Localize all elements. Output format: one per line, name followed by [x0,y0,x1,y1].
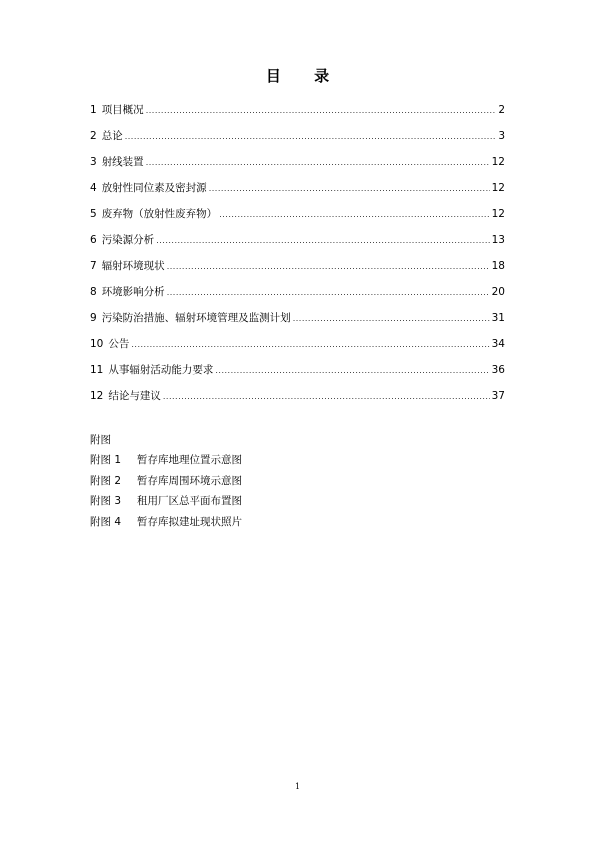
toc-entry-number: 9 [90,312,97,324]
toc-entry-page: 36 [491,364,505,376]
toc-entry-page: 3 [498,130,505,142]
toc-dot-leader [146,154,490,172]
toc-dot-leader [293,310,490,328]
toc-entry-number: 12 [90,390,104,402]
toc-entry-label: 辐射环境现状 [101,260,165,272]
toc-entry-9[interactable] [90,309,505,335]
toc-entry-label: 污染源分析 [101,234,155,246]
toc-entry-number: 11 [90,364,104,376]
appendix-item[interactable] [90,451,490,472]
toc-entry-page: 37 [491,390,505,402]
appendix-item[interactable] [90,513,490,534]
table-of-contents [90,101,505,413]
toc-entry-label: 公告 [108,338,130,350]
appendix-item-label: 暂存库地理位置示意图 [137,454,242,466]
toc-entry-number: 1 [90,104,97,116]
toc-entry-number: 2 [90,130,97,142]
appendix-item[interactable] [90,492,490,513]
toc-entry-label: 结论与建议 [108,390,161,402]
toc-entry-label: 污染防治措施、辐射环境管理及监测计划 [101,312,291,324]
toc-dot-leader [167,258,490,276]
toc-entry-2[interactable] [90,127,505,153]
toc-dot-leader [131,336,489,354]
toc-entry-6[interactable] [90,231,505,257]
toc-entry-12[interactable] [90,387,505,413]
toc-entry-label: 环境影响分析 [101,286,165,298]
toc-entry-page: 31 [491,312,505,324]
toc-dot-leader [167,284,490,302]
page-title: 目 录 [265,67,344,85]
toc-entry-page: 2 [498,104,505,116]
appendix-item-label: 租用厂区总平面布置图 [137,495,242,507]
toc-entry-5[interactable] [90,205,505,231]
toc-dot-leader [219,206,489,224]
toc-entry-label: 放射性同位素及密封源 [101,182,207,194]
toc-entry-1[interactable] [90,101,505,127]
toc-entry-number: 4 [90,182,97,194]
toc-entry-11[interactable] [90,361,505,387]
toc-entry-label: 从事辐射活动能力要求 [108,364,214,376]
appendix-item-number: 附图 2 [90,474,122,487]
toc-entry-4[interactable] [90,179,505,205]
toc-entry-label: 总论 [101,130,123,142]
toc-entry-3[interactable] [90,153,505,179]
toc-entry-10[interactable] [90,335,505,361]
appendix-item-label: 暂存库拟建址现状照片 [137,515,242,528]
appendix-item-number: 附图 1 [90,454,122,466]
toc-entry-label: 废弃物（放射性废弃物） [101,208,218,220]
toc-entry-7[interactable] [90,257,505,283]
appendix-item-number: 附图 4 [90,515,122,528]
toc-entry-page: 34 [491,338,505,350]
toc-entry-page: 12 [491,208,505,220]
toc-entry-number: 3 [90,156,97,168]
toc-dot-leader [146,102,497,120]
appendix-heading: 附图 [90,434,111,446]
toc-entry-page: 12 [491,156,505,168]
appendix-figure-list [90,431,490,533]
toc-entry-page: 12 [491,182,505,194]
appendix-item-number: 附图 3 [90,495,122,507]
toc-dot-leader [209,180,490,198]
toc-entry-8[interactable] [90,283,505,309]
toc-entry-number: 5 [90,208,97,220]
toc-entry-label: 项目概况 [101,104,144,116]
toc-entry-number: 6 [90,234,97,246]
toc-entry-page: 20 [491,286,505,298]
toc-dot-leader [163,388,490,406]
appendix-item-label: 暂存库周围环境示意图 [137,474,242,487]
toc-entry-number: 10 [90,338,104,350]
toc-dot-leader [125,128,497,146]
toc-entry-number: 8 [90,286,97,298]
toc-dot-leader [215,362,489,380]
toc-entry-page: 18 [491,260,505,272]
toc-entry-number: 7 [90,260,97,272]
appendix-item[interactable] [90,472,490,493]
toc-entry-page: 13 [491,234,505,246]
page-number: 1 [294,782,301,791]
toc-entry-label: 射线装置 [101,156,144,168]
toc-dot-leader [156,232,489,250]
